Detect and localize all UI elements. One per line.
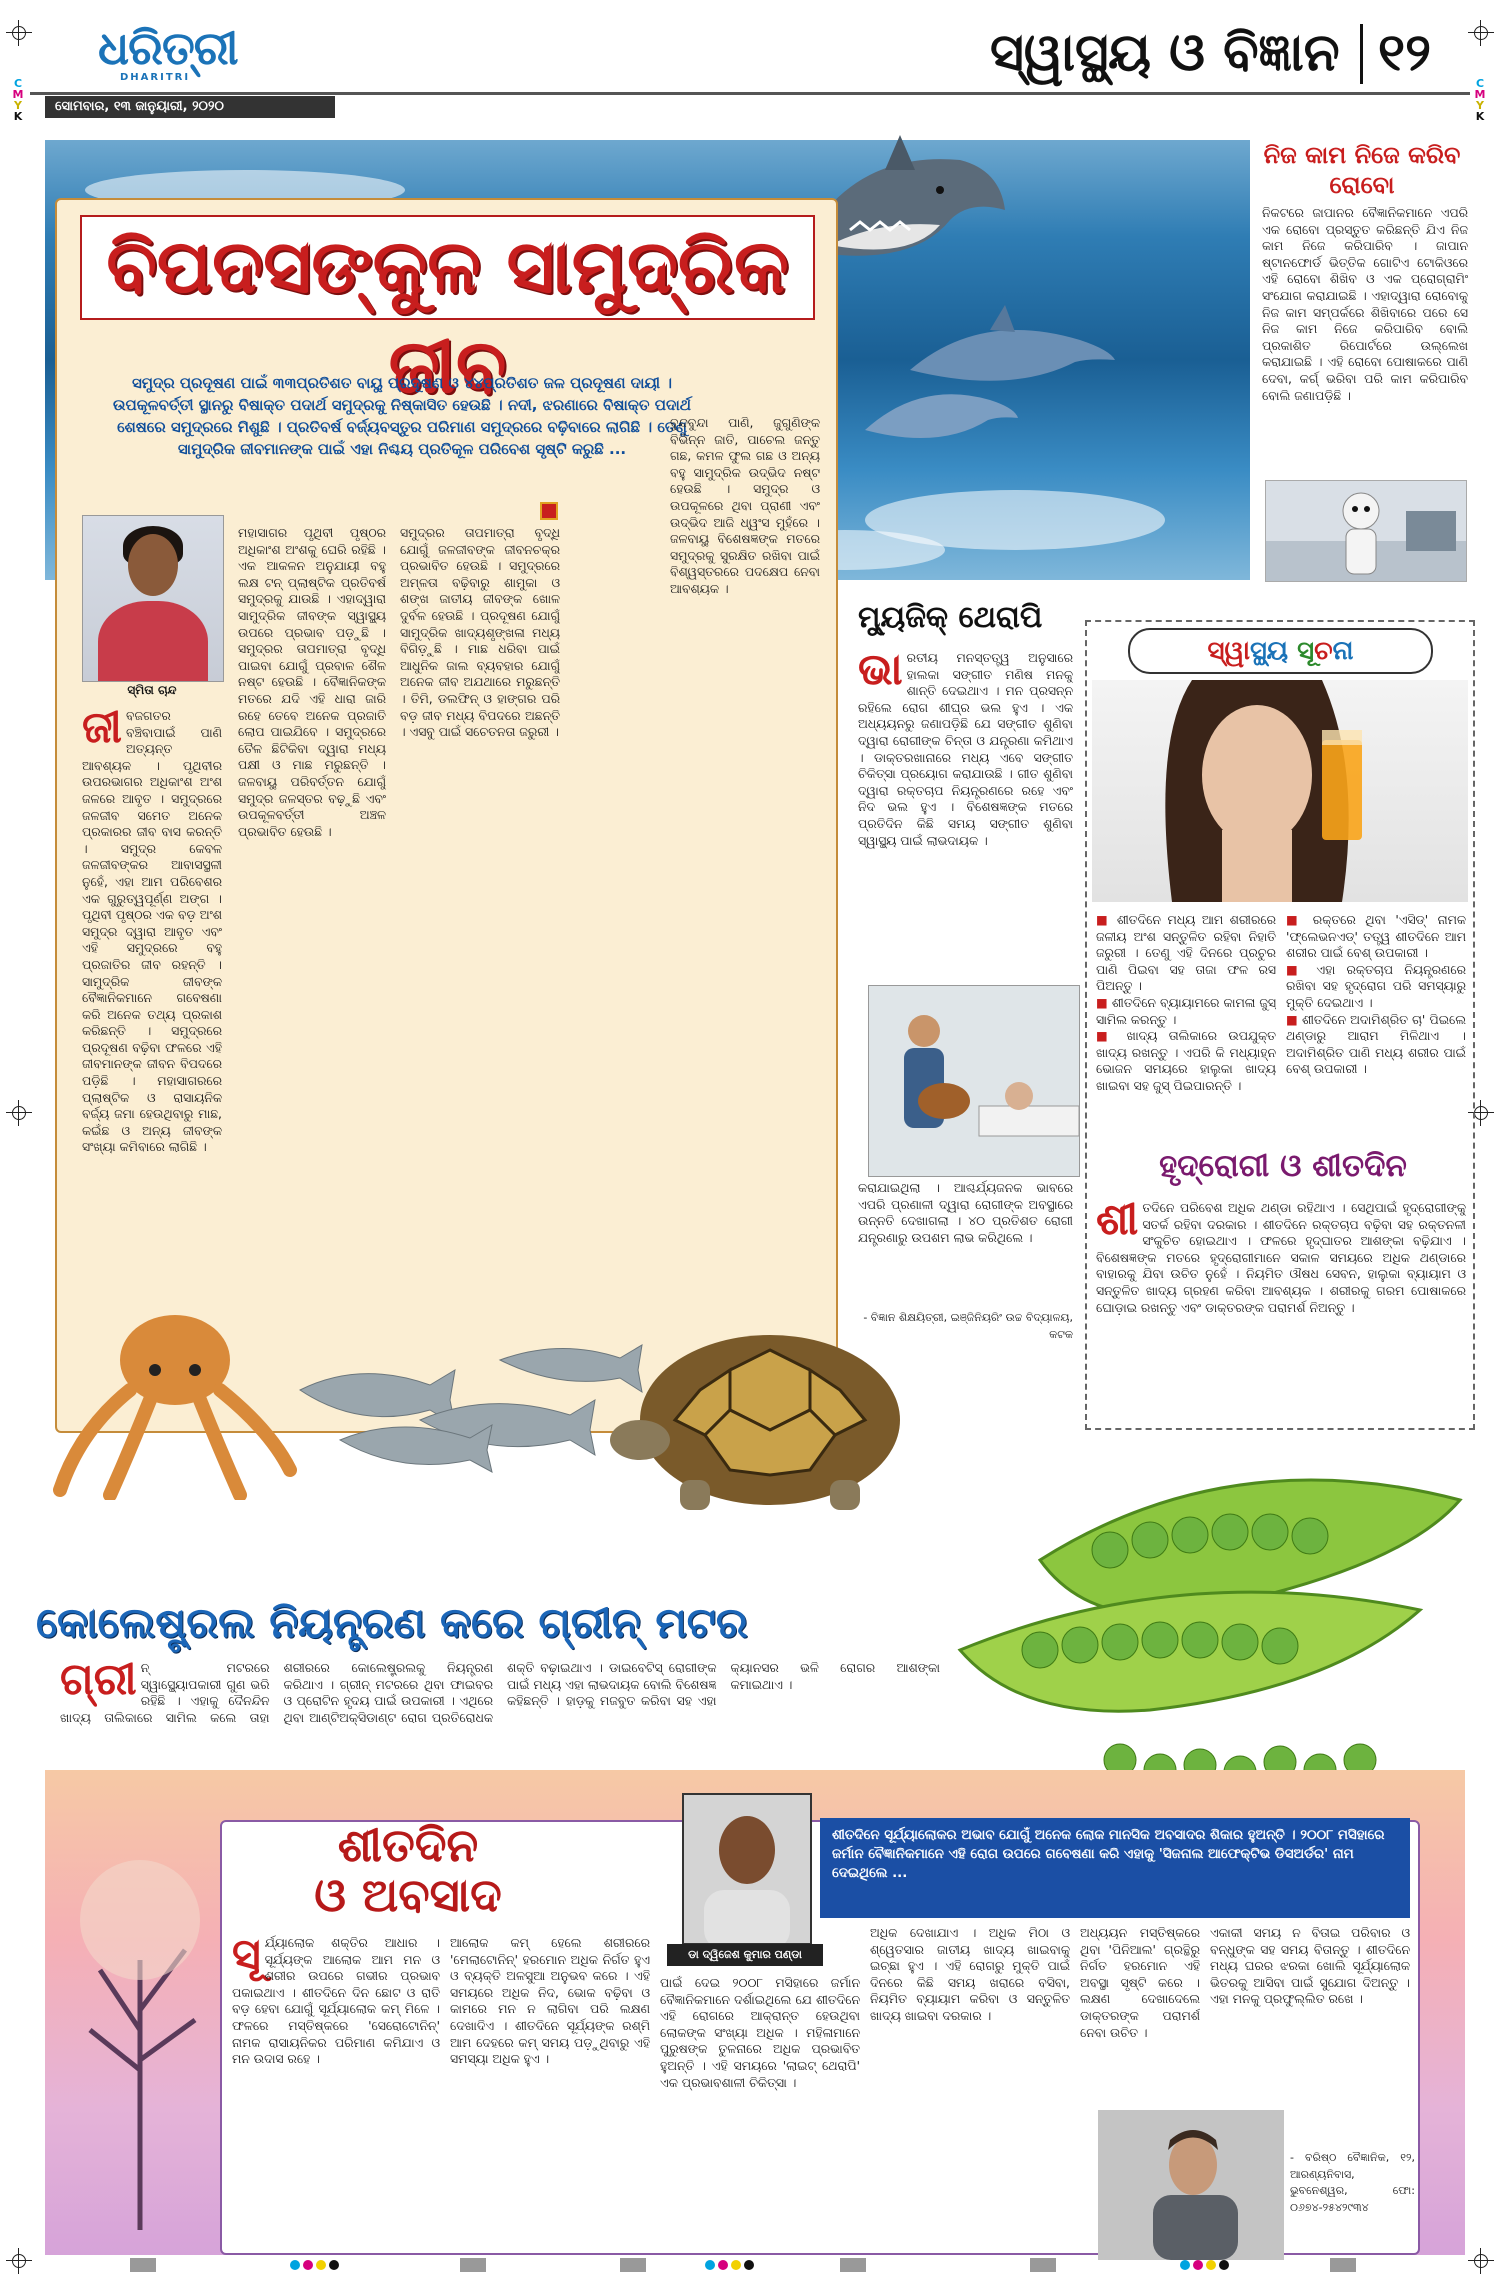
section-title: ସ୍ୱାସ୍ଥ୍ୟ ଓ ବିଜ୍ଞାନ: [990, 22, 1340, 83]
newspaper-logo: ଧରିତ୍ରୀ DHARITRI: [98, 21, 238, 83]
main-article-column-3: ସମୁଦ୍ରର ତାପମାତ୍ରା ବୃଦ୍ଧି ଯୋଗୁଁ ଜଳଜୀବଙ୍କ ଜୀବନଚକ୍ର ପ୍ରଭାବିତ ହେଉଛି । ସମୁଦ୍ରରେ ଅମ୍ଳତା ବଢ଼ିବାରୁ ଶାମୁକା ଓ ଶଙ୍ଖ ଜାତୀୟ ଜୀବଙ୍କ ଖୋଳ ଦୁର୍ବଳ ହେଉଛି । ପ୍ରଦୂଷଣ ଯୋଗୁଁ ସାମୁଦ୍ରିକ ଖାଦ୍ୟଶୃଙ୍ଖଳା ମଧ୍ୟ ବିଗିଡ଼ୁଛି । ମାଛ ଧରିବା ପାଇଁ ଆଧୁନିକ ଜାଲ ବ୍ୟବହାର ଯୋଗୁଁ ଅନେକ ଜୀବ ଅଯଥାରେ ମରୁଛନ୍ତି । ତିମି, ଡଲଫିନ୍ ଓ ହାଙ୍ଗର ପରି ବଡ଼ ଜୀବ ମଧ୍ୟ ବିପଦରେ ଅଛନ୍ତି । ଏସବୁ ପାଇଁ ସଚେତନତା ଜରୁରୀ ।: [400, 525, 560, 740]
winter-tree-illustration: [60, 1810, 220, 2230]
health-news-item: ■ ଶୀତଦିନେ ମଧ୍ୟ ଆମ ଶରୀରରେ ଜଳୀୟ ଅଂଶ ସନ୍ତୁଳିତ ରହିବା ନିହାତି ଜରୁରୀ । ତେଣୁ ଏହି ଦିନରେ ପ୍ରଚୁର ପାଣି ପିଇବା ସହ ତାଜା ଫଳ ରସ ପିଅନ୍ତୁ ।: [1096, 912, 1276, 994]
dateline: ସୋମବାର, ୧୩ ଜାନୁୟାରୀ, ୨୦୨୦: [45, 96, 335, 118]
header-rule: [30, 92, 1470, 95]
color-dots-1: [290, 2260, 339, 2270]
woman-drinking-juice-photo: [1092, 680, 1468, 902]
author-name: ସ୍ମିତା ଚାନ୍ଦ: [127, 683, 177, 697]
robot-photo: [1265, 480, 1467, 582]
dropcap: ଜୀ: [82, 708, 122, 753]
print-bar-6: [1330, 2258, 1356, 2272]
health-news-item: ■ ଶୀତଦିନେ ବ୍ୟାୟାମରେ କାମଳା ଜୁସ୍ ସାମିଲ କରନ୍ତୁ ।: [1096, 994, 1276, 1027]
header-divider: [1360, 24, 1363, 84]
robot-story-body: ନିକଟରେ ଜାପାନର ବୈଜ୍ଞାନିକମାନେ ଏପରି ଏକ ରୋବୋ ପ୍ରସ୍ତୁତ କରିଛନ୍ତି ଯିଏ ନିଜ କାମ ନିଜେ କରିପାରିବ । ଜାପାନ ଷ୍ଟାନଫୋର୍ଡ ଭିତ୍ତିକ ଗୋଟିଏ ଟୋକିଓରେ ଏହି ରୋବୋ ଶିଖିବ ଓ ଏକ ପ୍ରୋଗ୍ରାମିଂ ସଂଯୋଗ କରାଯାଇଛି । ଏହାଦ୍ୱାରା ରୋବୋକୁ ନିଜ କାମ ସମ୍ପର୍କରେ ଶିଖିବାରେ ପରେ ସେ ନିଜ କାମ ନିଜେ କରିପାରିବ ବୋଲି ପ୍ରକାଶିତ ରିପୋର୍ଟରେ ଉଲ୍ଲେଖ କରାଯାଇଛି । ଏହି ରୋବୋ ପୋଷାକରେ ପାଣି ଦେବା, କର୍ଗ୍ ଭରିବା ପରି କାମ କରିପାରିବ ବୋଲି ଜଣାପଡ଼ିଛି ।: [1262, 205, 1468, 403]
health-news-heading: ସ୍ୱାସ୍ଥ୍ୟ ସୂଚନା: [1128, 628, 1433, 674]
health-news-item: ■ ଶୀତଦିନେ ଅଦାମିଶ୍ରିତ ଚା' ପିଇଲେ ଥଣ୍ଡାରୁ ଆରାମ ମିଳିଥାଏ । ଅଦାମିଶ୍ରିତ ପାଣି ମଧ୍ୟ ଶରୀର ପାଇଁ ବେଶ୍ ଉପକାରୀ ।: [1286, 1011, 1466, 1077]
music-therapy-headline: ମ୍ୟୁଜିକ୍ ଥେରାପି: [858, 600, 1043, 635]
print-bar-2: [460, 2258, 486, 2272]
registration-mark-bottom-right: [1468, 2248, 1494, 2274]
print-bar-1: [130, 2258, 156, 2272]
author-photo: [82, 515, 224, 682]
color-dots-3: [1180, 2260, 1229, 2270]
registration-mark-top-right: [1468, 20, 1494, 46]
main-article-headline: ବିପଦସଙ୍କୁଳ ସାମୁଦ୍ରିକ ଜୀବ: [80, 215, 815, 320]
octopus-illustration: [50, 1300, 300, 1500]
color-dots-2: [705, 2260, 754, 2270]
winter-depression-column-6: ଏକାକୀ ସମୟ ନ ବିତାଇ ପରିବାର ଓ ବନ୍ଧୁଙ୍କ ସହ ସମୟ ବିତାନ୍ତୁ । ଶୀତଦିନେ ମଧ୍ୟ ଘରର ଝରକା ଖୋଲି ସୂର୍ଯ୍ୟାଲୋକ ଭିତରକୁ ଆସିବା ପାଇଁ ସୁଯୋଗ ଦିଅନ୍ତୁ । ଏହା ମନକୁ ପ୍ରଫୁଲ୍ଲିତ ରଖେ ।: [1210, 1925, 1410, 2007]
registration-mark-mid-left: [6, 1100, 32, 1126]
music-therapy-photo: [868, 985, 1080, 1177]
green-peas-body: ଗ୍ରୀ ନ୍ ମଟରରେ ସ୍ୱାସ୍ଥ୍ୟୋପକାରୀ ଗୁଣ ଭରି ରହିଛି । ଏହାକୁ ଦୈନନ୍ଦିନ ଖାଦ୍ୟ ତାଲିକାରେ ସାମିଲ କଲେ ତାହା ଶରୀରରେ କୋଲେଷ୍ଟ୍ରଲକୁ ନିୟନ୍ତ୍ରଣ କରିଥାଏ । ଗ୍ରୀନ୍ ମଟରରେ ଥିବା ଫାଇବର ଓ ପ୍ରୋଟିନ ହୃଦୟ ପାଇଁ ଉପକାରୀ । ଏଥିରେ ଥିବା ଆଣ୍ଟିଅକ୍ସିଡାଣ୍ଟ ରୋଗ ପ୍ରତିରୋଧକ ଶକ୍ତି ବଢ଼ାଇଥାଏ । ଡାଇବେଟିସ୍ ରୋଗୀଙ୍କ ପାଇଁ ମଧ୍ୟ ଏହା ଲାଭଦାୟକ ବୋଲି ବିଶେଷଜ୍ଞ କହିଛନ୍ତି । ହାଡ଼କୁ ମଜବୁତ କରିବା ସହ ଏହା କ୍ୟାନସର ଭଳି ରୋଗର ଆଶଙ୍କା କମାଇଥାଏ ।: [60, 1660, 940, 1725]
cmyk-marks-left: C M Y K: [12, 77, 24, 123]
winter-depression-column-5: ଅଧ୍ୟୟନ ମସ୍ତିଷ୍କରେ ଥିବା 'ପିନିଆଲ' ଗ୍ରନ୍ଥିରୁ ନିର୍ଗତ ହରମୋନ ଏହି ଅବସ୍ଥା ସୃଷ୍ଟି କରେ । ଲକ୍ଷଣ ଦେଖାଦେଲେ ଡାକ୍ତରଙ୍କ ପରାମର୍ଶ ନେବା ଉଚିତ ।: [1080, 1925, 1200, 2040]
health-news-item: ■ ରକ୍ତରେ ଥିବା 'ଏସିଡ୍' ନାମକ 'ଫ୍ଲେଭନଏଡ୍' ତତ୍ତ୍ୱ ଶୀତଦିନେ ଆମ ଶରୀର ପାଇଁ ବେଶ୍ ଉପକାରୀ ।: [1286, 912, 1466, 961]
registration-mark-top-left: [6, 20, 32, 46]
music-therapy-body: ଭାରତୀୟ ମନସ୍ତତ୍ତ୍ୱ ଅନୁସାରେ ହାଲକା ସଙ୍ଗୀତ ମଣିଷ ମନକୁ ଶାନ୍ତି ଦେଇଥାଏ । ମନ ପ୍ରସନ୍ନ ରହିଲେ ରୋଗ ଶୀଘ୍ର ଭଲ ହୁଏ । ଏକ ଅଧ୍ୟୟନରୁ ଜଣାପଡ଼ିଛି ଯେ ସଙ୍ଗୀତ ଶୁଣିବା ଦ୍ୱାରା ରୋଗୀଙ୍କ ଚିନ୍ତା ଓ ଯନ୍ତ୍ରଣା କମିଥାଏ । ଡାକ୍ତରଖାନାରେ ମଧ୍ୟ ଏବେ ସଙ୍ଗୀତ ଚିକିତ୍ସା ପ୍ରୟୋଗ କରାଯାଉଛି । ଗୀତ ଶୁଣିବା ଦ୍ୱାରା ରକ୍ତଚାପ ନିୟନ୍ତ୍ରଣରେ ରହେ ଏବଂ ନିଦ ଭଲ ହୁଏ । ବିଶେଷଜ୍ଞଙ୍କ ମତରେ ପ୍ରତିଦିନ କିଛି ସମୟ ସଙ୍ଗୀତ ଶୁଣିବା ସ୍ୱାସ୍ଥ୍ୟ ପାଇଁ ଲାଭଦାୟକ ।: [858, 650, 1073, 848]
doctor-photo: [682, 1793, 812, 1945]
winter-depression-column-1: ସୂର୍ଯ୍ୟାଲୋକ ଶକ୍ତିର ଆଧାର । ସୂର୍ଯ୍ୟଙ୍କ ଆଲୋକ ଆମ ମନ ଓ ଶରୀର ଉପରେ ଗଭୀର ପ୍ରଭାବ ପକାଇଥାଏ । ଶୀତଦିନେ ଦିନ ଛୋଟ ଓ ରାତି ବଡ଼ ହେବା ଯୋଗୁଁ ସୂର୍ଯ୍ୟାଲୋକ କମ୍ ମିଳେ । ଫଳରେ ମସ୍ତିଷ୍କରେ 'ସେରୋଟୋନିନ୍' ନାମକ ରାସାୟନିକର ପରିମାଣ କମିଯାଏ ଓ ମନ ଉଦାସ ରହେ ।: [232, 1935, 440, 2067]
print-bar-4: [840, 2258, 866, 2272]
winter-depression-column-4: ଅଧିକ ଦେଖାଯାଏ । ଅଧିକ ମିଠା ଓ ଶ୍ୱେତସାର ଜାତୀୟ ଖାଦ୍ୟ ଖାଇବାକୁ ଇଚ୍ଛା ହୁଏ । ଏହି ରୋଗରୁ ମୁକ୍ତି ପାଇଁ ଦିନରେ କିଛି ସମୟ ଖରାରେ ବସିବା, ନିୟମିତ ବ୍ୟାୟାମ କରିବା ଓ ସନ୍ତୁଳିତ ଖାଦ୍ୟ ଖାଇବା ଦରକାର ।: [870, 1925, 1070, 2023]
registration-mark-bottom-left: [6, 2248, 32, 2274]
fishes-illustration: [280, 1330, 660, 1480]
winter-depression-headline: ଶୀତଦିନ ଓ ଅବସାଦ: [314, 1818, 502, 1922]
music-therapy-body-continued: କରାଯାଇଥିଲା । ଆଶ୍ଚର୍ଯ୍ୟଜନକ ଭାବରେ ଏପରି ପ୍ରଣାଳୀ ଦ୍ୱାରା ରୋଗୀଙ୍କ ଅବସ୍ଥାରେ ଉନ୍ନତି ଦେଖାଗଲା । ୪୦ ପ୍ରତିଶତ ରୋଗୀ ଯନ୍ତ୍ରଣାରୁ ଉପଶମ ଲାଭ କରିଥିଲେ ।: [858, 1180, 1073, 1245]
winter-depression-signature: - ବରିଷ୍ଠ ବୈଜ୍ଞାନିକ, ୧୨, ଆରଣ୍ୟନିବାସ, ଭୁବନେଶ୍ୱର, ଫୋ: ୦୬୭୪-୨୫୪୨୯୩୪: [1290, 2151, 1415, 2214]
main-article-lead: ସମୁଦ୍ର ପ୍ରଦୂଷଣ ପାଇଁ ୩୩ପ୍ରତିଶତ ବାୟୁ ପ୍ରଦୂଷଣ ଓ ୪୪ପ୍ରତିଶତ ଜଳ ପ୍ରଦୂଷଣ ଦାୟୀ । ଉପକୂଳବର୍ତ୍ତୀ ସ୍ଥାନରୁ ବିଷାକ୍ତ ପଦାର୍ଥ ସମୁଦ୍ରକୁ ନିଷ୍କାସିତ ହେଉଛି । ନଦୀ, ଝରଣାରେ ବିଷାକ୍ତ ପଦାର୍ଥ ଶେଷରେ ସମୁଦ୍ରରେ ମିଶୁଛି । ପ୍ରତିବର୍ଷ ବର୍ଜ୍ୟବସ୍ତୁର ପରିମାଣ ସମୁଦ୍ରରେ ବଢ଼ିବାରେ ଲାଗିଛି । ତେଣୁ ସାମୁଦ୍ରିକ ଜୀବମାନଙ୍କ ପାଇଁ ଏହା ନିଶ୍ଚୟ ପ୍ରତିକୂଳ ପରିବେଶ ସୃଷ୍ଟି କରୁଛି ...: [112, 374, 691, 458]
health-news-right-column: [1286, 912, 1466, 1142]
winter-depression-lead: ଶୀତଦିନେ ସୂର୍ଯ୍ୟାଲୋକର ଅଭାବ ଯୋଗୁଁ ଅନେକ ଲୋକ ମାନସିକ ଅବସାଦର ଶିକାର ହୁଅନ୍ତି । ୨୦୦୮ ମସିହାରେ ଜର୍ମାନ ବୈଜ୍ଞାନିକମାନେ ଏହି ରୋଗ ଉପରେ ଗବେଷଣା କରି ଏହାକୁ 'ସିଜନାଲ ଆଫେକ୍ଟିଭ ଡିସଅର୍ଡର' ନାମ ଦେଇଥିଲେ ...: [820, 1818, 1410, 1918]
heart-patient-headline: ହୃଦ୍‌ରୋଗୀ ଓ ଶୀତଦିନ: [1159, 1148, 1407, 1184]
print-bar-3: [620, 2258, 646, 2272]
depressed-man-photo: [1098, 2110, 1284, 2260]
lead-ornament: [540, 502, 558, 520]
main-article-column-1: ଜୀବଜଗତର ବଞ୍ଚିବାପାଇଁ ପାଣି ଅତ୍ୟନ୍ତ ଆବଶ୍ୟକ । ପୃଥିବୀର ଉପରଭାଗର ଅଧିକାଂଶ ଅଂଶ ଜଳରେ ଆବୃତ । ସମୁଦ୍ରରେ ଜଳଜୀବ ସମେତ ଅନେକ ପ୍ରକାରର ଜୀବ ବାସ କରନ୍ତି । ସମୁଦ୍ର କେବଳ ଜଳଜୀବଙ୍କର ଆବାସସ୍ଥଳୀ ନୁହେଁ, ଏହା ଆମ ପରିବେଶର ଏକ ଗୁରୁତ୍ୱପୂର୍ଣ୍ଣ ଅଙ୍ଗ । ପୃଥିବୀ ପୃଷ୍ଠର ଏକ ବଡ଼ ଅଂଶ ସମୁଦ୍ର ଦ୍ୱାରା ଆବୃତ ଏବଂ ଏହି ସମୁଦ୍ରରେ ବହୁ ପ୍ରଜାତିର ଜୀବ ରହନ୍ତି । ସାମୁଦ୍ରିକ ଜୀବଙ୍କ ବୈଜ୍ଞାନିକମାନେ ଗବେଷଣା କରି ଅନେକ ତଥ୍ୟ ପ୍ରକାଶ କରିଛନ୍ତି । ସମୁଦ୍ରରେ ପ୍ରଦୂଷଣ ବଢ଼ିବା ଫଳରେ ଏହି ଜୀବମାନଙ୍କ ଜୀବନ ବିପଦରେ ପଡ଼ିଛି । ମହାସାଗରରେ ପ୍ଲାଷ୍ଟିକ ଓ ରାସାୟନିକ ବର୍ଜ୍ୟ ଜମା ହେଉଥିବାରୁ ମାଛ, କଇଁଛ ଓ ଅନ୍ୟ ଜୀବଙ୍କ ସଂଖ୍ୟା କମିବାରେ ଲାଗିଛି ।: [82, 708, 222, 1155]
print-bar-5: [1030, 2258, 1056, 2272]
winter-depression-column-2: ଆଲୋକ କମ୍ ହେଲେ ଶରୀରରେ 'ମେଲାଟୋନିନ୍' ହରମୋନ ଅଧିକ ନିର୍ଗତ ହୁଏ ଓ ବ୍ୟକ୍ତି ଅଳସୁଆ ଅନୁଭବ କରେ । ଏହି ସମୟରେ ଅଧିକ ନିଦ, ଭୋକ ବଢ଼ିବା ଓ କାମରେ ମନ ନ ଲାଗିବା ପରି ଲକ୍ଷଣ ଦେଖାଦିଏ । ଶୀତଦିନେ ସୂର୍ଯ୍ୟଙ୍କ ରଶ୍ମି ଆମ ଦେହରେ କମ୍ ସମୟ ପଡ଼ୁଥିବାରୁ ଏହି ସମସ୍ୟା ଅଧିକ ହୁଏ ।: [450, 1935, 650, 2067]
green-peas-headline: କୋଲେଷ୍ଟ୍ରଲ ନିୟନ୍ତ୍ରଣ କରେ ଗ୍ରୀନ୍ ମଟର: [36, 1598, 748, 1647]
robot-story-headline: ନିଜ କାମ ନିଜେ କରିବ ରୋବୋ: [1263, 140, 1461, 199]
main-article-column-4: ବୁନ୍ଦବୁନ୍ଦା ପାଣି, ଜୁଗୁଣିଙ୍କ ବିଭିନ୍ନ ଜାତି, ପାଚେଲ ଜନ୍ତୁ ଗଛ, କମଳ ଫୁଲ ଗଛ ଓ ଅନ୍ୟ ବହୁ ସାମୁଦ୍ରିକ ଉଦ୍ଭିଦ ନଷ୍ଟ ହେଉଛି । ସମୁଦ୍ର ଓ ଉପକୂଳରେ ଥିବା ପ୍ରାଣୀ ଏବଂ ଉଦ୍ଭିଦ ଆଜି ଧ୍ୱଂସ ମୁହଁରେ । ଜଳବାୟୁ ବିଶେଷଜ୍ଞଙ୍କ ମତରେ ସମୁଦ୍ରକୁ ସୁରକ୍ଷିତ ରଖିବା ପାଇଁ ବିଶ୍ୱସ୍ତରରେ ପଦକ୍ଷେପ ନେବା ଆବଶ୍ୟକ ।: [670, 415, 820, 595]
heart-patient-body: ଶୀତଦିନେ ପରିବେଶ ଅଧିକ ଥଣ୍ଡା ରହିଥାଏ । ସେଥିପାଇଁ ହୃଦ୍‌ରୋଗୀଙ୍କୁ ସତର୍କ ରହିବା ଦରକାର । ଶୀତଦିନେ ରକ୍ତଚାପ ବଢ଼ିବା ସହ ରକ୍ତନଳୀ ସଂକୁଚିତ ହୋଇଥାଏ । ଫଳରେ ହୃଦ୍‌ଘାତର ଆଶଙ୍କା ବଢ଼ିଯାଏ । ବିଶେଷଜ୍ଞଙ୍କ ମତରେ ହୃଦ୍‌ରୋଗୀମାନେ ସକାଳ ସମୟରେ ଅଧିକ ଥଣ୍ଡାରେ ବାହାରକୁ ଯିବା ଉଚିତ ନୁହେଁ । ନିୟମିତ ଔଷଧ ସେବନ, ହାଲୁକା ବ୍ୟାୟାମ ଓ ସନ୍ତୁଳିତ ଖାଦ୍ୟ ଗ୍ରହଣ କରିବା ଆବଶ୍ୟକ । ଶରୀରକୁ ଗରମ ପୋଷାକରେ ଘୋଡ଼ାଇ ରଖନ୍ତୁ ଏବଂ ଡାକ୍ତରଙ୍କ ପରାମର୍ଶ ନିଅନ୍ତୁ ।: [1096, 1200, 1466, 1315]
doctor-name: ଡା ଦ୍ୱିଜେଶ କୁମାର ପଣ୍ଡା: [667, 1944, 823, 1966]
main-article-column-2: ମହାସାଗର ପୃଥିବୀ ପୃଷ୍ଠର ଅଧିକାଂଶ ଅଂଶକୁ ଘେରି ରହିଛି । ଏକ ଆକଳନ ଅନୁଯାୟୀ ବହୁ ଲକ୍ଷ ଟନ୍ ପ୍ଲାଷ୍ଟିକ ପ୍ରତିବର୍ଷ ସମୁଦ୍ରକୁ ଯାଉଛି । ଏହାଦ୍ୱାରା ସାମୁଦ୍ରିକ ଜୀବଙ୍କ ସ୍ୱାସ୍ଥ୍ୟ ଉପରେ ପ୍ରଭାବ ପଡ଼ୁଛି । ସମୁଦ୍ରର ତାପମାତ୍ରା ବୃଦ୍ଧି ପାଇବା ଯୋଗୁଁ ପ୍ରବାଳ ଶୈଳ ନଷ୍ଟ ହେଉଛି । ବୈଜ୍ଞାନିକଙ୍କ ମତରେ ଯଦି ଏହି ଧାରା ଜାରି ରହେ ତେବେ ଅନେକ ପ୍ରଜାତି ଲୋପ ପାଇଯିବେ । ସମୁଦ୍ରରେ ତୈଳ ଛିଟିକିବା ଦ୍ୱାରା ମଧ୍ୟ ପକ୍ଷୀ ଓ ମାଛ ମରୁଛନ୍ତି । ଜଳବାୟୁ ପରିବର୍ତ୍ତନ ଯୋଗୁଁ ସମୁଦ୍ର ଜଳସ୍ତର ବଢ଼ୁଛି ଏବଂ ଉପକୂଳବର୍ତ୍ତୀ ଅଞ୍ଚଳ ପ୍ରଭାବିତ ହେଉଛି ।: [238, 525, 386, 839]
winter-depression-column-3: ପାଇଁ ଦେଇ ୨୦୦୮ ମସିହାରେ ଜର୍ମାନ ବୈଜ୍ଞାନିକମାନେ ଦର୍ଶାଇଥିଲେ ଯେ ଶୀତଦିନେ ଏହି ରୋଗରେ ଆକ୍ରାନ୍ତ ହେଉଥିବା ଲୋକଙ୍କ ସଂଖ୍ୟା ଅଧିକ । ମହିଳାମାନେ ପୁରୁଷଙ୍କ ତୁଳନାରେ ଅଧିକ ପ୍ରଭାବିତ ହୁଅନ୍ତି । ଏହି ସମୟରେ 'ଲାଇଟ୍ ଥେରାପି' ଏକ ପ୍ରଭାବଶାଳୀ ଚିକିତ୍ସା ।: [660, 1975, 860, 2090]
health-news-left-column: [1096, 912, 1276, 1142]
health-news-item: ■ ଏହା ରକ୍ତଚାପ ନିୟନ୍ତ୍ରଣରେ ରଖିବା ସହ ହୃଦ୍‌ରୋଗ ପରି ସମସ୍ୟାରୁ ମୁକ୍ତି ଦେଇଥାଏ ।: [1286, 961, 1466, 1010]
cmyk-marks-right: C M Y K: [1474, 77, 1486, 123]
music-therapy-byline: - ବିଜ୍ଞାନ ଶିକ୍ଷୟିତ୍ରୀ, ଇଞ୍ଜିନିୟରିଂ ଉଚ୍ଚ ବିଦ୍ୟାଳୟ, କଟକ: [863, 1311, 1073, 1341]
dolphin-illustration-2: [860, 370, 1020, 460]
health-news-item: ■ ଖାଦ୍ୟ ତାଲିକାରେ ଉପଯୁକ୍ତ ଖାଦ୍ୟ ରଖନ୍ତୁ । ଏପରି କି ମଧ୍ୟାହ୍ନ ଭୋଜନ ସମୟରେ ହାଲୁକା ଖାଦ୍ୟ ଖାଇବା ସହ ଜୁସ୍ ପିଇପାରନ୍ତି ।: [1096, 1028, 1276, 1093]
page-number: ୧୨: [1378, 22, 1431, 83]
